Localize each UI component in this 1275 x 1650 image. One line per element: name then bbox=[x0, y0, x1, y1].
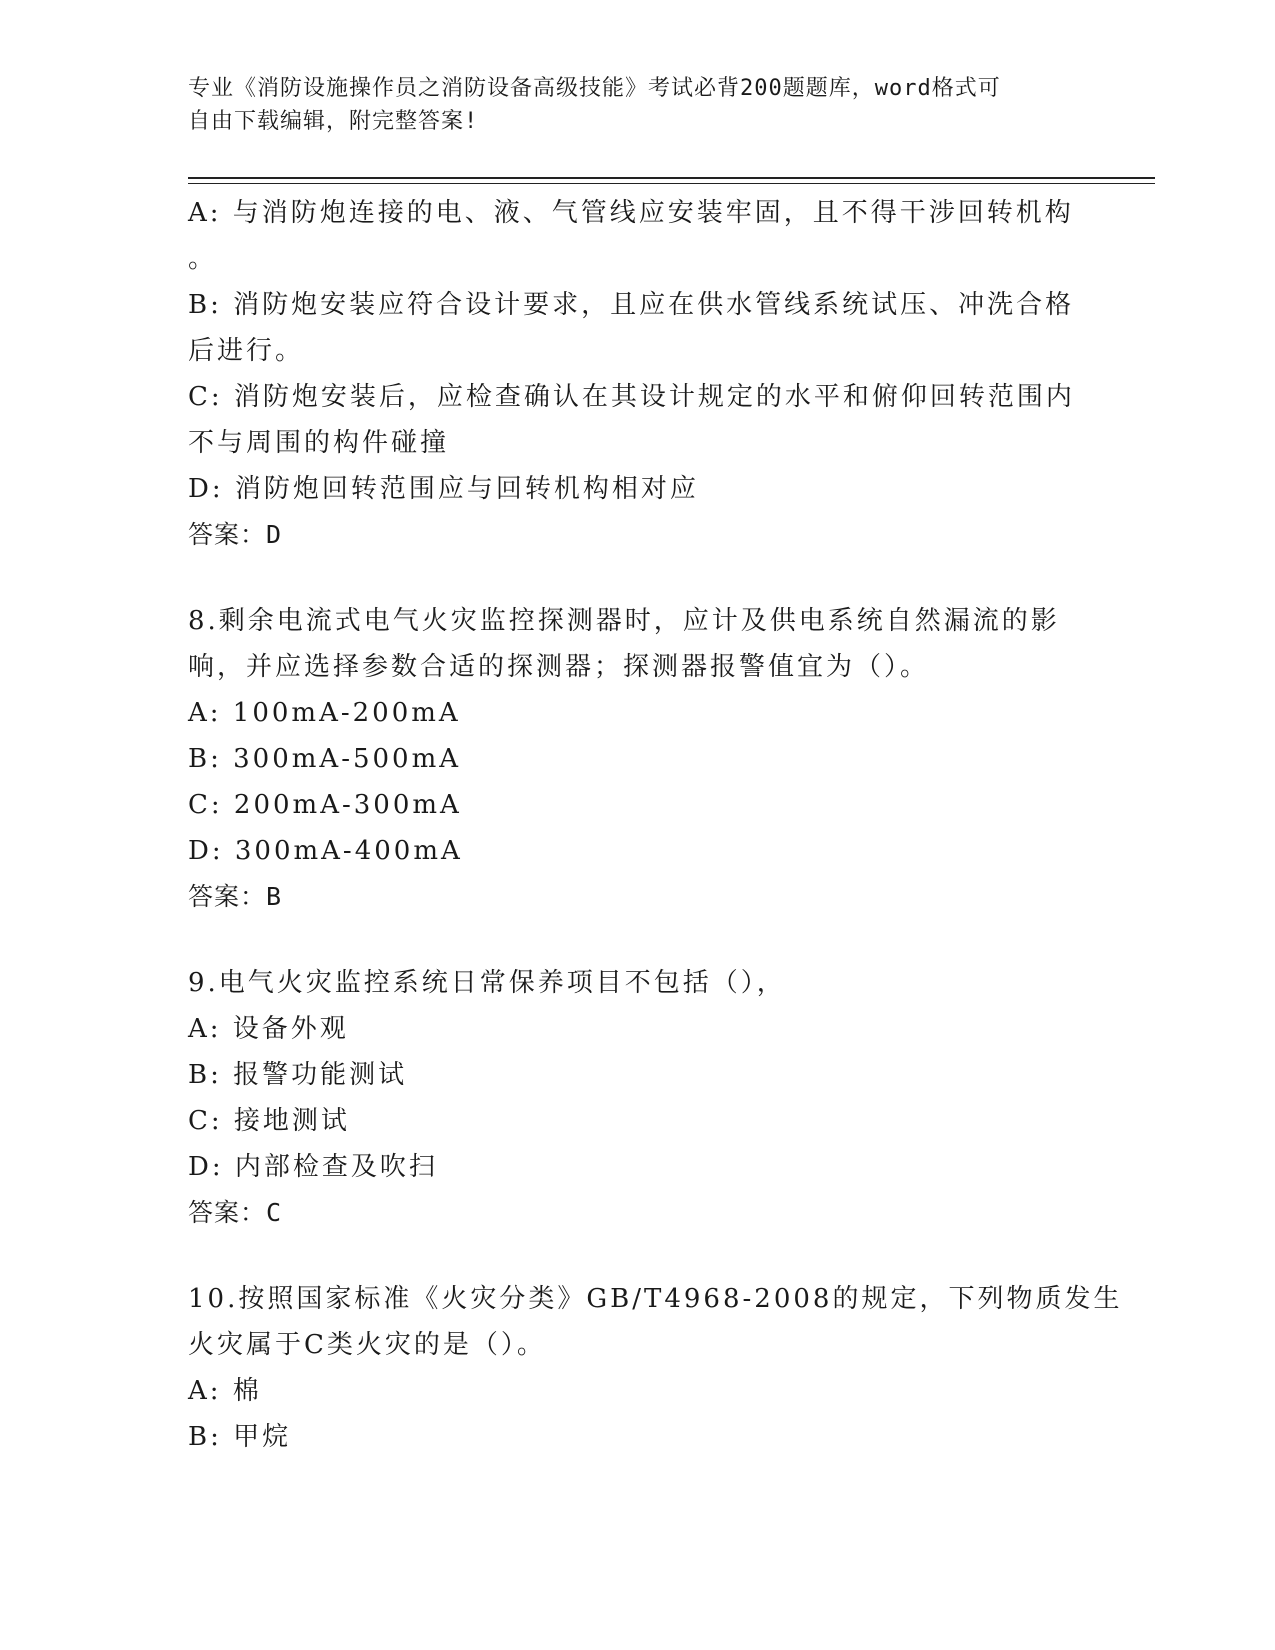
option-a: A: 100mA-200mA bbox=[188, 698, 461, 728]
option-b-line-2: 后进行。 bbox=[188, 336, 305, 366]
question-stem-line-2: 响，并应选择参数合适的探测器；探测器报警值宜为（）。 bbox=[188, 652, 930, 682]
question-stem: 9.电气火灾监控系统日常保养项目不包括（）， bbox=[188, 968, 786, 998]
option-c-line-2: 不与周围的构件碰撞 bbox=[188, 428, 450, 458]
option-b: B: 报警功能测试 bbox=[188, 1060, 408, 1090]
option-c: C: 接地测试 bbox=[188, 1106, 350, 1136]
option-b-line-1: B: 消防炮安装应符合设计要求，且应在供水管线系统试压、冲洗合格 bbox=[188, 290, 1075, 320]
document-header bbox=[188, 72, 1088, 138]
option-a-line-2: 。 bbox=[188, 244, 218, 274]
option-d: D: 300mA-400mA bbox=[188, 836, 463, 866]
question-8 bbox=[188, 598, 1088, 920]
question-10 bbox=[188, 1276, 1123, 1460]
option-a-line-1: A: 与消防炮连接的电、液、气管线应安装牢固，且不得干涉回转机构 bbox=[188, 198, 1074, 228]
header-divider-thick bbox=[188, 177, 1155, 179]
option-a: A: 设备外观 bbox=[188, 1014, 349, 1044]
question-stem-line-1: 10.按照国家标准《火灾分类》GB/T4968-2008的规定，下列物质发生 bbox=[188, 1284, 1123, 1314]
answer: 答案：D bbox=[188, 520, 283, 549]
header-divider-thin bbox=[188, 183, 1155, 184]
option-c: C: 200mA-300mA bbox=[188, 790, 462, 820]
header-line-2: 自由下载编辑，附完整答案! bbox=[188, 109, 479, 134]
header-line-1: 专业《消防设施操作员之消防设备高级技能》考试必背200题题库，word格式可 bbox=[188, 76, 1001, 101]
option-d: D: 消防炮回转范围应与回转机构相对应 bbox=[188, 474, 699, 504]
answer: 答案：B bbox=[188, 882, 283, 911]
question-stem-line-2: 火灾属于C类火灾的是（）。 bbox=[188, 1330, 546, 1360]
option-c-line-1: C: 消防炮安装后，应检查确认在其设计规定的水平和俯仰回转范围内 bbox=[188, 382, 1075, 412]
question-stem-line-1: 8.剩余电流式电气火灾监控探测器时，应计及供电系统自然漏流的影 bbox=[188, 606, 1060, 636]
question-9 bbox=[188, 960, 1088, 1236]
option-a: A: 棉 bbox=[188, 1376, 262, 1406]
spacer bbox=[188, 558, 1088, 598]
spacer bbox=[188, 1236, 1088, 1276]
option-b: B: 甲烷 bbox=[188, 1422, 292, 1452]
spacer bbox=[188, 920, 1088, 960]
question-7-options bbox=[188, 190, 1088, 558]
option-b: B: 300mA-500mA bbox=[188, 744, 462, 774]
answer: 答案：C bbox=[188, 1198, 283, 1227]
option-d: D: 内部检查及吹扫 bbox=[188, 1152, 438, 1182]
question-content bbox=[188, 190, 1123, 1460]
